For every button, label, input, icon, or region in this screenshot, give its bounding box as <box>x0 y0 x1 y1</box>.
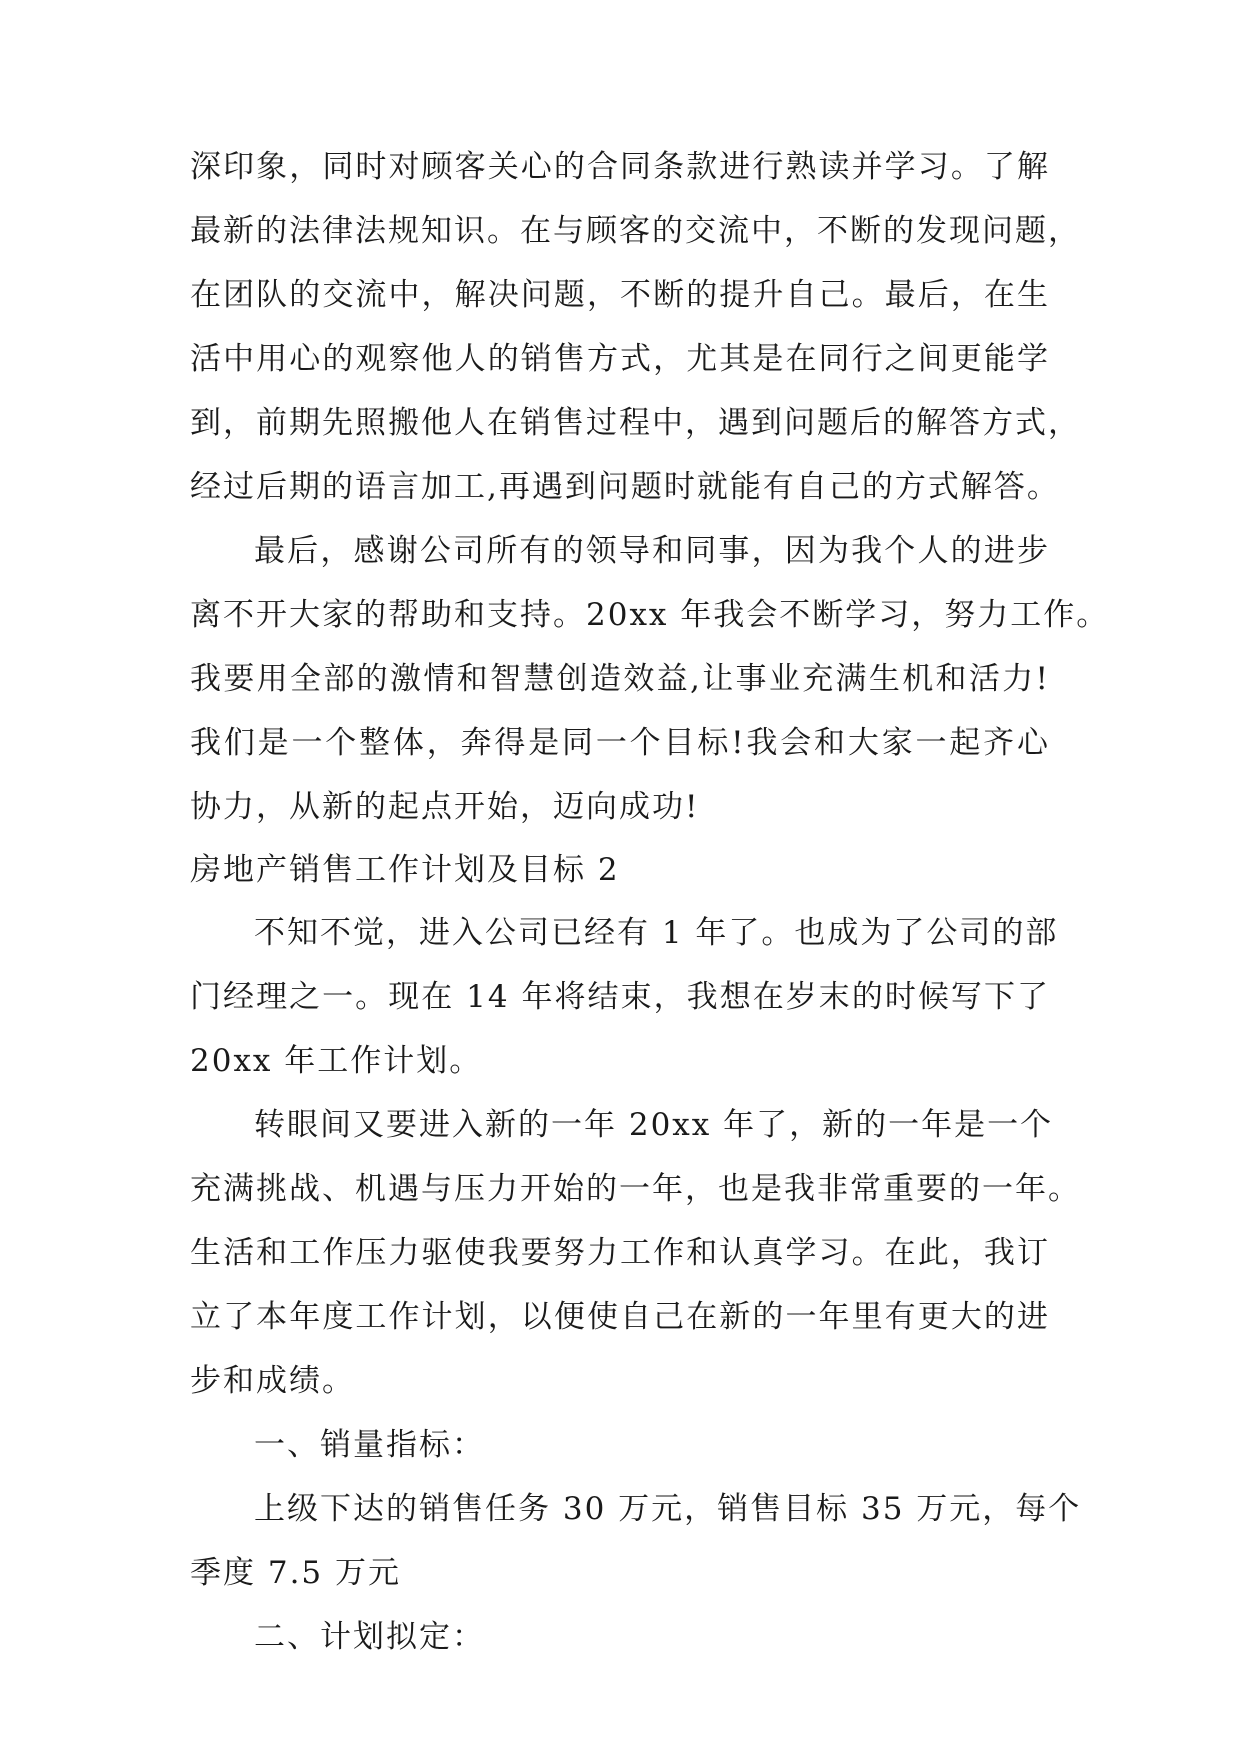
paragraph-line: 最后，感谢公司所有的领导和同事，因为我个人的进步 <box>254 533 1050 569</box>
paragraph-line: 上级下达的销售任务 30 万元，销售目标 35 万元，每个 <box>254 1491 1082 1527</box>
paragraph-line: 到，前期先照搬他人在销售过程中，遇到问题后的解答方式， <box>190 405 1081 441</box>
paragraph-line: 最新的法律法规知识。在与顾客的交流中，不断的发现问题， <box>190 213 1081 249</box>
paragraph-line: 深印象，同时对顾客关心的合同条款进行熟读并学习。了解 <box>190 149 1050 185</box>
subheading-sales-target: 一、销量指标： <box>254 1427 485 1463</box>
paragraph-line: 我们是一个整体，奔得是同一个目标!我会和大家一起齐心 <box>190 725 1050 761</box>
paragraph-line: 门经理之一。现在 14 年将结束，我想在岁末的时候写下了 <box>190 979 1050 1015</box>
paragraph-line: 20xx 年工作计划。 <box>190 1043 483 1079</box>
section-heading: 房地产销售工作计划及目标 2 <box>190 852 620 888</box>
paragraph-line: 离不开大家的帮助和支持。20xx 年我会不断学习，努力工作。 <box>190 597 1110 633</box>
paragraph-line: 不知不觉，进入公司已经有 1 年了。也成为了公司的部 <box>254 915 1059 951</box>
paragraph-line: 季度 7.5 万元 <box>190 1555 402 1591</box>
paragraph-line: 转眼间又要进入新的一年 20xx 年了，新的一年是一个 <box>254 1107 1054 1143</box>
paragraph-line: 步和成绩。 <box>190 1363 355 1399</box>
paragraph-line: 协力，从新的起点开始，迈向成功! <box>190 789 700 825</box>
paragraph-line: 经过后期的语言加工,再遇到问题时就能有自己的方式解答。 <box>190 469 1060 505</box>
paragraph-line: 在团队的交流中，解决问题，不断的提升自己。最后，在生 <box>190 277 1050 313</box>
paragraph-line: 活中用心的观察他人的销售方式，尤其是在同行之间更能学 <box>190 341 1050 377</box>
paragraph-line: 生活和工作压力驱使我要努力工作和认真学习。在此，我订 <box>190 1235 1050 1271</box>
subheading-plan: 二、计划拟定： <box>254 1619 485 1655</box>
paragraph-line: 立了本年度工作计划，以便使自己在新的一年里有更大的进 <box>190 1299 1050 1335</box>
paragraph-line: 我要用全部的激情和智慧创造效益,让事业充满生机和活力! <box>190 661 1050 697</box>
paragraph-line: 充满挑战、机遇与压力开始的一年，也是我非常重要的一年。 <box>190 1171 1081 1207</box>
